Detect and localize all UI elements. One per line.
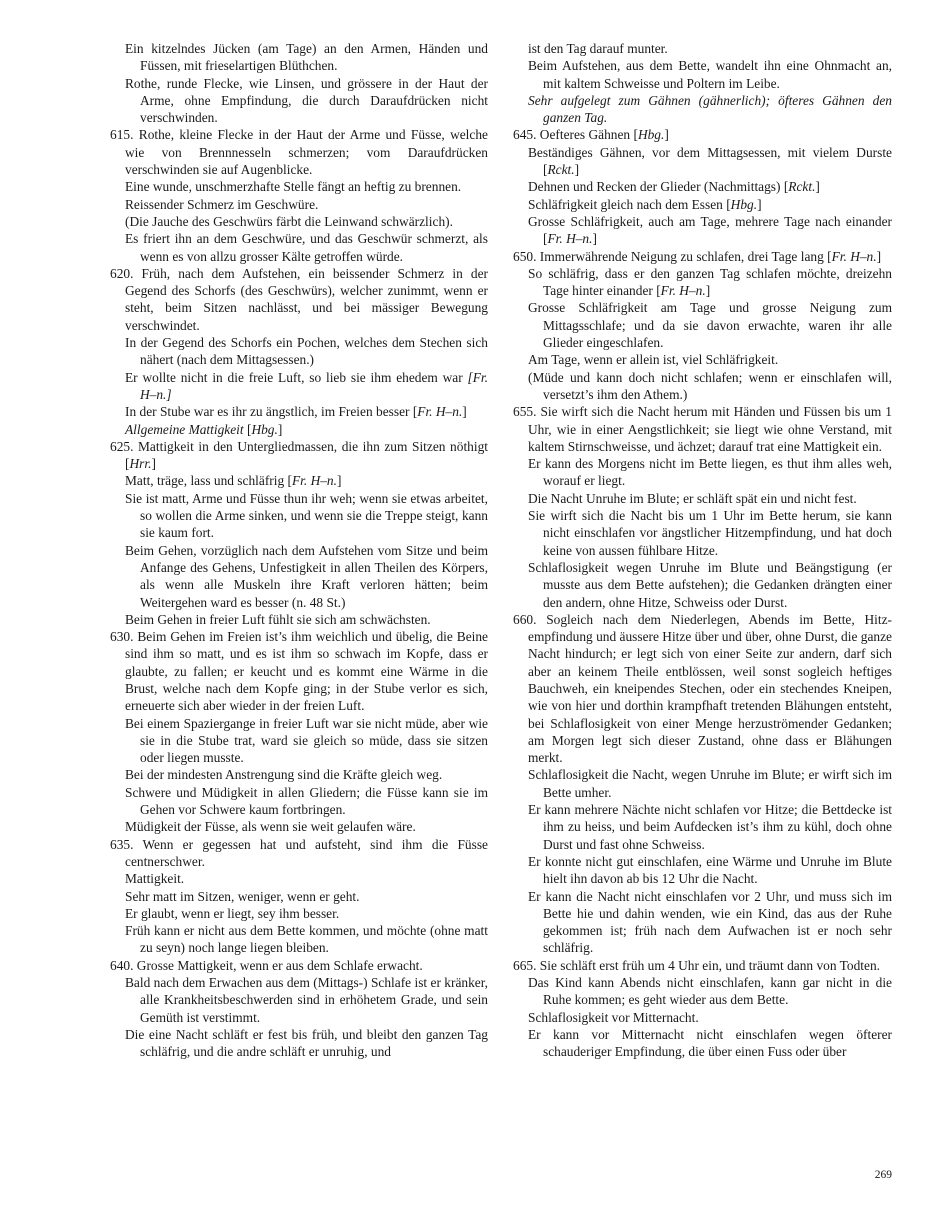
entry-text: Früh kann er nicht aus dem Bette kommen, und möchte (ohne matt zu seyn) noch lange liegen bleiben. <box>125 923 488 956</box>
entry-text: 650. Immerwährende Neigung zu schlafen, drei Tage lang [ <box>513 248 832 264</box>
entry-source: Hrr. <box>129 456 152 472</box>
entry-source: Fr. H–n. <box>547 231 593 247</box>
entry-text-after: ] <box>664 127 669 143</box>
entry-paragraph <box>513 144 892 179</box>
left-column <box>110 40 488 1061</box>
entry-paragraph <box>110 888 488 905</box>
entry-text: Rothe, runde Flecke, wie Linsen, und grössere in der Haut der Arme, ohne Empfindung, die durch Daraufdrücken nicht verschwinden. <box>125 75 488 126</box>
entry-text: 655. Sie wirft sich die Nacht herum mit Händen und Füssen bis um 1 Uhr, wie in einer Aengstlichkeit; sie liegt wie ohne Verstand, mit kaltem Stirnschweisse, und ächzet; darauf trat eine Mattigkeit ein. <box>513 404 892 454</box>
entry-text: Schwere und Müdigkeit in allen Gliedern; die Füsse kann sie im Gehen vor Schwere kaum fortbringen. <box>125 784 488 818</box>
entry-paragraph <box>110 196 488 213</box>
entry-paragraph <box>513 1009 892 1026</box>
entry-text-after: ] <box>876 248 882 264</box>
entry-text: Müdigkeit der Füsse, als wenn sie weit gelaufen wäre. <box>125 819 416 835</box>
entry-paragraph <box>513 178 892 195</box>
entry-text: 665. Sie schläft erst früh um 4 Uhr ein, und träumt dann von Todten. <box>513 957 880 973</box>
entry-paragraph <box>110 230 488 265</box>
entry-paragraph <box>513 92 892 127</box>
entry-text: Matt, träge, lass und schläfrig [ <box>125 473 292 489</box>
entry-source: Fr. H–n. <box>660 283 706 299</box>
entry-text: Schlaflosigkeit die Nacht, wegen Unruhe im Blute; er wirft sich im Bette umher. <box>528 767 892 800</box>
entry-text: Eine wunde, unschmerzhafte Stelle fängt an heftig zu brennen. <box>125 179 462 195</box>
entry-text-after: ] <box>815 179 820 195</box>
entry-text: (Müde und kann doch nicht schlafen; wenn er einschlafen will, versetzt’s ihm den Athem.) <box>528 369 892 402</box>
entry-text: Allgemeine Mattigkeit <box>125 421 244 437</box>
entry-text-after: ] <box>336 473 342 489</box>
entry-text: Das Kind kann Abends nicht einschlafen, kann gar nicht in die Ruhe kommen; es geht wieder aus dem Bette. <box>528 975 892 1008</box>
entry-paragraph <box>513 455 892 490</box>
entry-paragraph <box>513 126 892 143</box>
entry-source: Hbg. <box>730 196 758 212</box>
entry-text: Grosse Schläfrigkeit am Tage und grosse Neigung zum Mittagsschlafe; und da sie davon erwachte, waren ihr alle Glieder eingeschlafen. <box>528 300 892 351</box>
entry-text: Beim Aufstehen, aus dem Bette, wandelt ihn eine Ohnmacht an, mit kaltem Schweisse und Poltern im Leibe. <box>528 58 892 91</box>
entry-paragraph <box>110 334 488 369</box>
entry-text: 640. Grosse Mattigkeit, wenn er aus dem Schlafe erwacht. <box>110 957 423 973</box>
entry-paragraph <box>110 905 488 922</box>
entry-text: Reissender Schmerz im Geschwüre. <box>125 196 319 212</box>
entry-text: Am Tage, wenn er allein ist, viel Schläfrigkeit. <box>528 352 779 368</box>
entry-text: Bald nach dem Erwachen aus dem (Mittags-) Schlafe ist er kränker, alle Krankheitsbeschwerden sind in erhöhetem Grade, und sein Gemüth ist verstimmt. <box>125 975 488 1025</box>
entry-source: Fr. H–n. <box>831 248 877 264</box>
entry-paragraph <box>110 265 488 334</box>
entry-text: Bei einem Spaziergange in freier Luft war sie nicht müde, aber wie sie in die Stube trat, ward sie gleich so müde, dass sie sitzen oder liegen musste. <box>125 715 488 766</box>
entry-text: Es friert ihn an dem Geschwüre, und das Geschwür schmerzt, als wenn es von allzu grosser Kälte getroffen würde. <box>125 231 488 264</box>
entry-paragraph <box>513 57 892 92</box>
entry-text: 660. Sogleich nach dem Niederlegen, Abends im Bette, Hitzempfindung und äussere Hitze über und über, ohne Durst, die ganze Nacht hindurch; er legt sich von einer Seite zur andern, darf sich aber an keinem Theile entblössen, weil sonst sogleich heftiges Bauchweh, ein kneipendes Stechen, oder ein stechendes Kneipen, wie von hier und dorthin krampfhaft tretenden Blähungen entsteht, bei Schlaflosigkeit von einer Menge herzuströmender Gedanken; am Morgen legt sich dieser Zustand, ohne dass er Blähungen merkt. <box>513 611 892 766</box>
entry-text: Sehr matt im Sitzen, weniger, wenn er geht. <box>125 888 360 904</box>
entry-text: Sie ist matt, Arme und Füsse thun ihr weh; wenn sie etwas arbeitet, so wollen die Arme sinken, und wenn sie die Treppe steigt, kann sie kaum fort. <box>125 490 488 541</box>
entry-paragraph <box>513 40 892 57</box>
entry-paragraph <box>110 1026 488 1061</box>
entry-paragraph <box>513 888 892 957</box>
entry-paragraph <box>110 611 488 628</box>
entry-text: 645. Oefteres Gähnen [ <box>513 127 638 143</box>
entry-source: Fr. H–n. <box>291 473 337 489</box>
entry-paragraph <box>110 818 488 835</box>
entry-text: Die Nacht Unruhe im Blute; er schläft spät ein und nicht fest. <box>528 490 857 506</box>
entry-paragraph <box>513 507 892 559</box>
entry-paragraph <box>110 490 488 542</box>
entry-source: Hbg. <box>637 127 665 143</box>
entry-paragraph <box>513 369 892 404</box>
entry-source: Rckt. <box>788 179 816 195</box>
entry-paragraph <box>110 542 488 611</box>
entry-text: Er kann die Nacht nicht einschlafen vor 2 Uhr, und muss sich im Bette hie und dahin wenden, wie ein Kind, das aus der Ruhe gekommen ist; früh nach dem Aufwachen ist er noch sehr schläfrig. <box>528 888 892 956</box>
entry-paragraph <box>513 974 892 1009</box>
entry-paragraph <box>110 369 488 404</box>
entry-text-after: ] <box>757 196 762 212</box>
entry-paragraph <box>110 922 488 957</box>
entry-text: (Die Jauche des Geschwürs färbt die Leinwand schwärzlich). <box>125 213 453 229</box>
entry-text-after: ] <box>462 404 467 420</box>
entry-text-after: ] <box>705 283 711 299</box>
right-column <box>513 40 892 1061</box>
entry-text: Er konnte nicht gut einschlafen, eine Wärme und Unruhe im Blute hielt ihn davon ab bis 12 Uhr die Nacht. <box>528 853 892 887</box>
entry-text: Die eine Nacht schläft er fest bis früh, und bleibt den ganzen Tag schläfrig, und die andre schläft er unruhig, und <box>125 1026 488 1060</box>
entry-text: Er wollte nicht in die freie Luft, so lieb sie ihm ehedem war <box>125 369 468 385</box>
entry-paragraph <box>110 438 488 473</box>
entry-paragraph <box>513 490 892 507</box>
entry-text: Schlaflosigkeit wegen Unruhe im Blute und Beängstigung (er musste aus dem Bette aufstehen); die Gedanken drängten einer den andern, ohne Hitze, Schweiss oder Durst. <box>528 559 892 610</box>
entry-paragraph <box>110 403 488 420</box>
entry-text: Dehnen und Recken der Glieder (Nachmittags) [ <box>528 179 789 195</box>
entry-text-after: ] <box>151 456 156 472</box>
entry-paragraph <box>513 265 892 300</box>
entry-source: Rckt. <box>547 162 575 178</box>
entry-paragraph <box>110 126 488 178</box>
entry-paragraph <box>513 1026 892 1061</box>
entry-paragraph <box>110 75 488 127</box>
entry-paragraph <box>513 559 892 611</box>
entry-text: Schlaflosigkeit vor Mitternacht. <box>528 1009 699 1025</box>
entry-text: So schläfrig, dass er den ganzen Tag schlafen möchte, dreizehn Tage hinter einander [ <box>528 265 892 299</box>
entry-text: ist den Tag darauf munter. <box>528 41 668 56</box>
page-number: 269 <box>874 1169 892 1181</box>
entry-text: Er kann vor Mitternacht nicht einschlafen wegen öfterer schauderiger Empfindung, die über einen Fuss oder über <box>528 1026 892 1060</box>
entry-text: Mattigkeit. <box>125 871 185 887</box>
entry-paragraph <box>110 784 488 819</box>
entry-paragraph <box>110 766 488 783</box>
entry-paragraph <box>513 766 892 801</box>
entry-paragraph <box>513 611 892 767</box>
entry-paragraph <box>513 248 892 265</box>
entry-text: Ein kitzelndes Jücken (am Tage) an den Armen, Händen und Füssen, mit frieselartigen Blüthchen. <box>125 41 488 74</box>
entry-paragraph <box>110 974 488 1026</box>
entry-paragraph <box>110 628 488 714</box>
entry-text: Beim Gehen in freier Luft fühlt sie sich am schwächsten. <box>125 611 431 627</box>
entry-paragraph <box>110 421 488 438</box>
entry-paragraph <box>110 715 488 767</box>
entry-text-after: ] <box>574 162 580 178</box>
entry-text: 630. Beim Gehen im Freien ist’s ihm weichlich und übelig, die Beine sind ihm so matt, und es ist ihm so schwach im Kopfe, dass er glaubte, zu fallen; er keucht und es kommt eine Wärme in die Brust, welche nach dem Kopfe ging; in der Stube verlor es sich, erneuerte sich aber wieder in der freien Luft. <box>110 629 488 714</box>
entry-text-after: ] <box>592 231 597 247</box>
entry-paragraph <box>110 870 488 887</box>
entry-text: 620. Früh, nach dem Aufstehen, ein beissender Schmerz in der Gegend des Schorfs (des Geschwürs), welcher zunimmt, wenn er steht, beim Sitzen nachlässt, und bei mässiger Bewegung verschwindet. <box>110 265 488 333</box>
entry-text-after: [ <box>243 421 252 437</box>
entry-paragraph <box>110 178 488 195</box>
entry-source: Hbg. <box>251 421 278 437</box>
entry-text: In der Gegend des Schorfs ein Pochen, welches dem Stechen sich nähert (nach dem Mittagsessen.) <box>125 335 488 368</box>
entry-paragraph <box>513 403 892 455</box>
entry-text: 615. Rothe, kleine Flecke in der Haut der Arme und Füsse, welche wie von Brennnesseln schmerzen; vom Daraufdrücken verschwinden sie auf Augenblicke. <box>110 127 488 178</box>
entry-text: Beständiges Gähnen, vor dem Mittagsessen, mit vielem Durste [ <box>528 144 892 178</box>
entry-text: Beim Gehen, vorzüglich nach dem Aufstehen vom Sitze und beim Anfange des Gehens, Unfestigkeit in allen Theilen des Körpers, als wenn alle Muskeln ihre Kraft verloren hätten; beim Weitergehen ward es besser (n. 48 St.) <box>125 542 488 610</box>
entry-text: Er kann mehrere Nächte nicht schlafen vor Hitze; die Bettdecke ist ihm zu heiss, und beim Aufdecken ist’s ihm zu kühl, doch ohne Durst und fast ohne Schweiss. <box>528 802 892 852</box>
entry-paragraph <box>513 801 892 853</box>
entry-text: Sehr aufgelegt zum Gähnen (gähnerlich); öfteres Gähnen den ganzen Tag. <box>528 92 892 126</box>
entry-paragraph <box>110 957 488 974</box>
entry-paragraph <box>513 213 892 248</box>
entry-text: In der Stube war es ihr zu ängstlich, im Freien besser [ <box>125 404 418 420</box>
entry-paragraph <box>110 472 488 489</box>
entry-text-after: ] <box>277 421 283 437</box>
entry-text: Schläfrigkeit gleich nach dem Essen [ <box>528 196 731 212</box>
entry-paragraph <box>513 351 892 368</box>
entry-text: Er kann des Morgens nicht im Bette liegen, es thut ihm alles weh, worauf er liegt. <box>528 456 892 489</box>
entry-paragraph <box>110 213 488 230</box>
entry-text: 635. Wenn er gegessen hat und aufsteht, sind ihm die Füsse centnerschwer. <box>110 836 488 869</box>
entry-paragraph <box>513 299 892 351</box>
entry-paragraph <box>513 957 892 974</box>
entry-paragraph <box>110 40 488 75</box>
entry-source: [Fr. H–n.] <box>140 369 488 402</box>
entry-source: Fr. H–n. <box>417 404 463 420</box>
entry-text: Sie wirft sich die Nacht bis um 1 Uhr im Bette herum, sie kann nicht einschlafen vor ängstlicher Hitzempfindung, und hat doch keine von aussen fühlbare Hitze. <box>528 508 892 558</box>
entry-paragraph <box>513 853 892 888</box>
entry-paragraph <box>513 196 892 213</box>
entry-text: Grosse Schläfrigkeit, auch am Tage, mehrere Tage nach einander [ <box>528 213 892 247</box>
entry-text: Er glaubt, wenn er liegt, sey ihm besser. <box>125 905 340 921</box>
entry-text: Bei der mindesten Anstrengung sind die Kräfte gleich weg. <box>125 767 443 783</box>
entry-text: 625. Mattigkeit in den Untergliedmassen, die ihn zum Sitzen nöthigt [ <box>110 438 488 472</box>
entry-paragraph <box>110 836 488 871</box>
